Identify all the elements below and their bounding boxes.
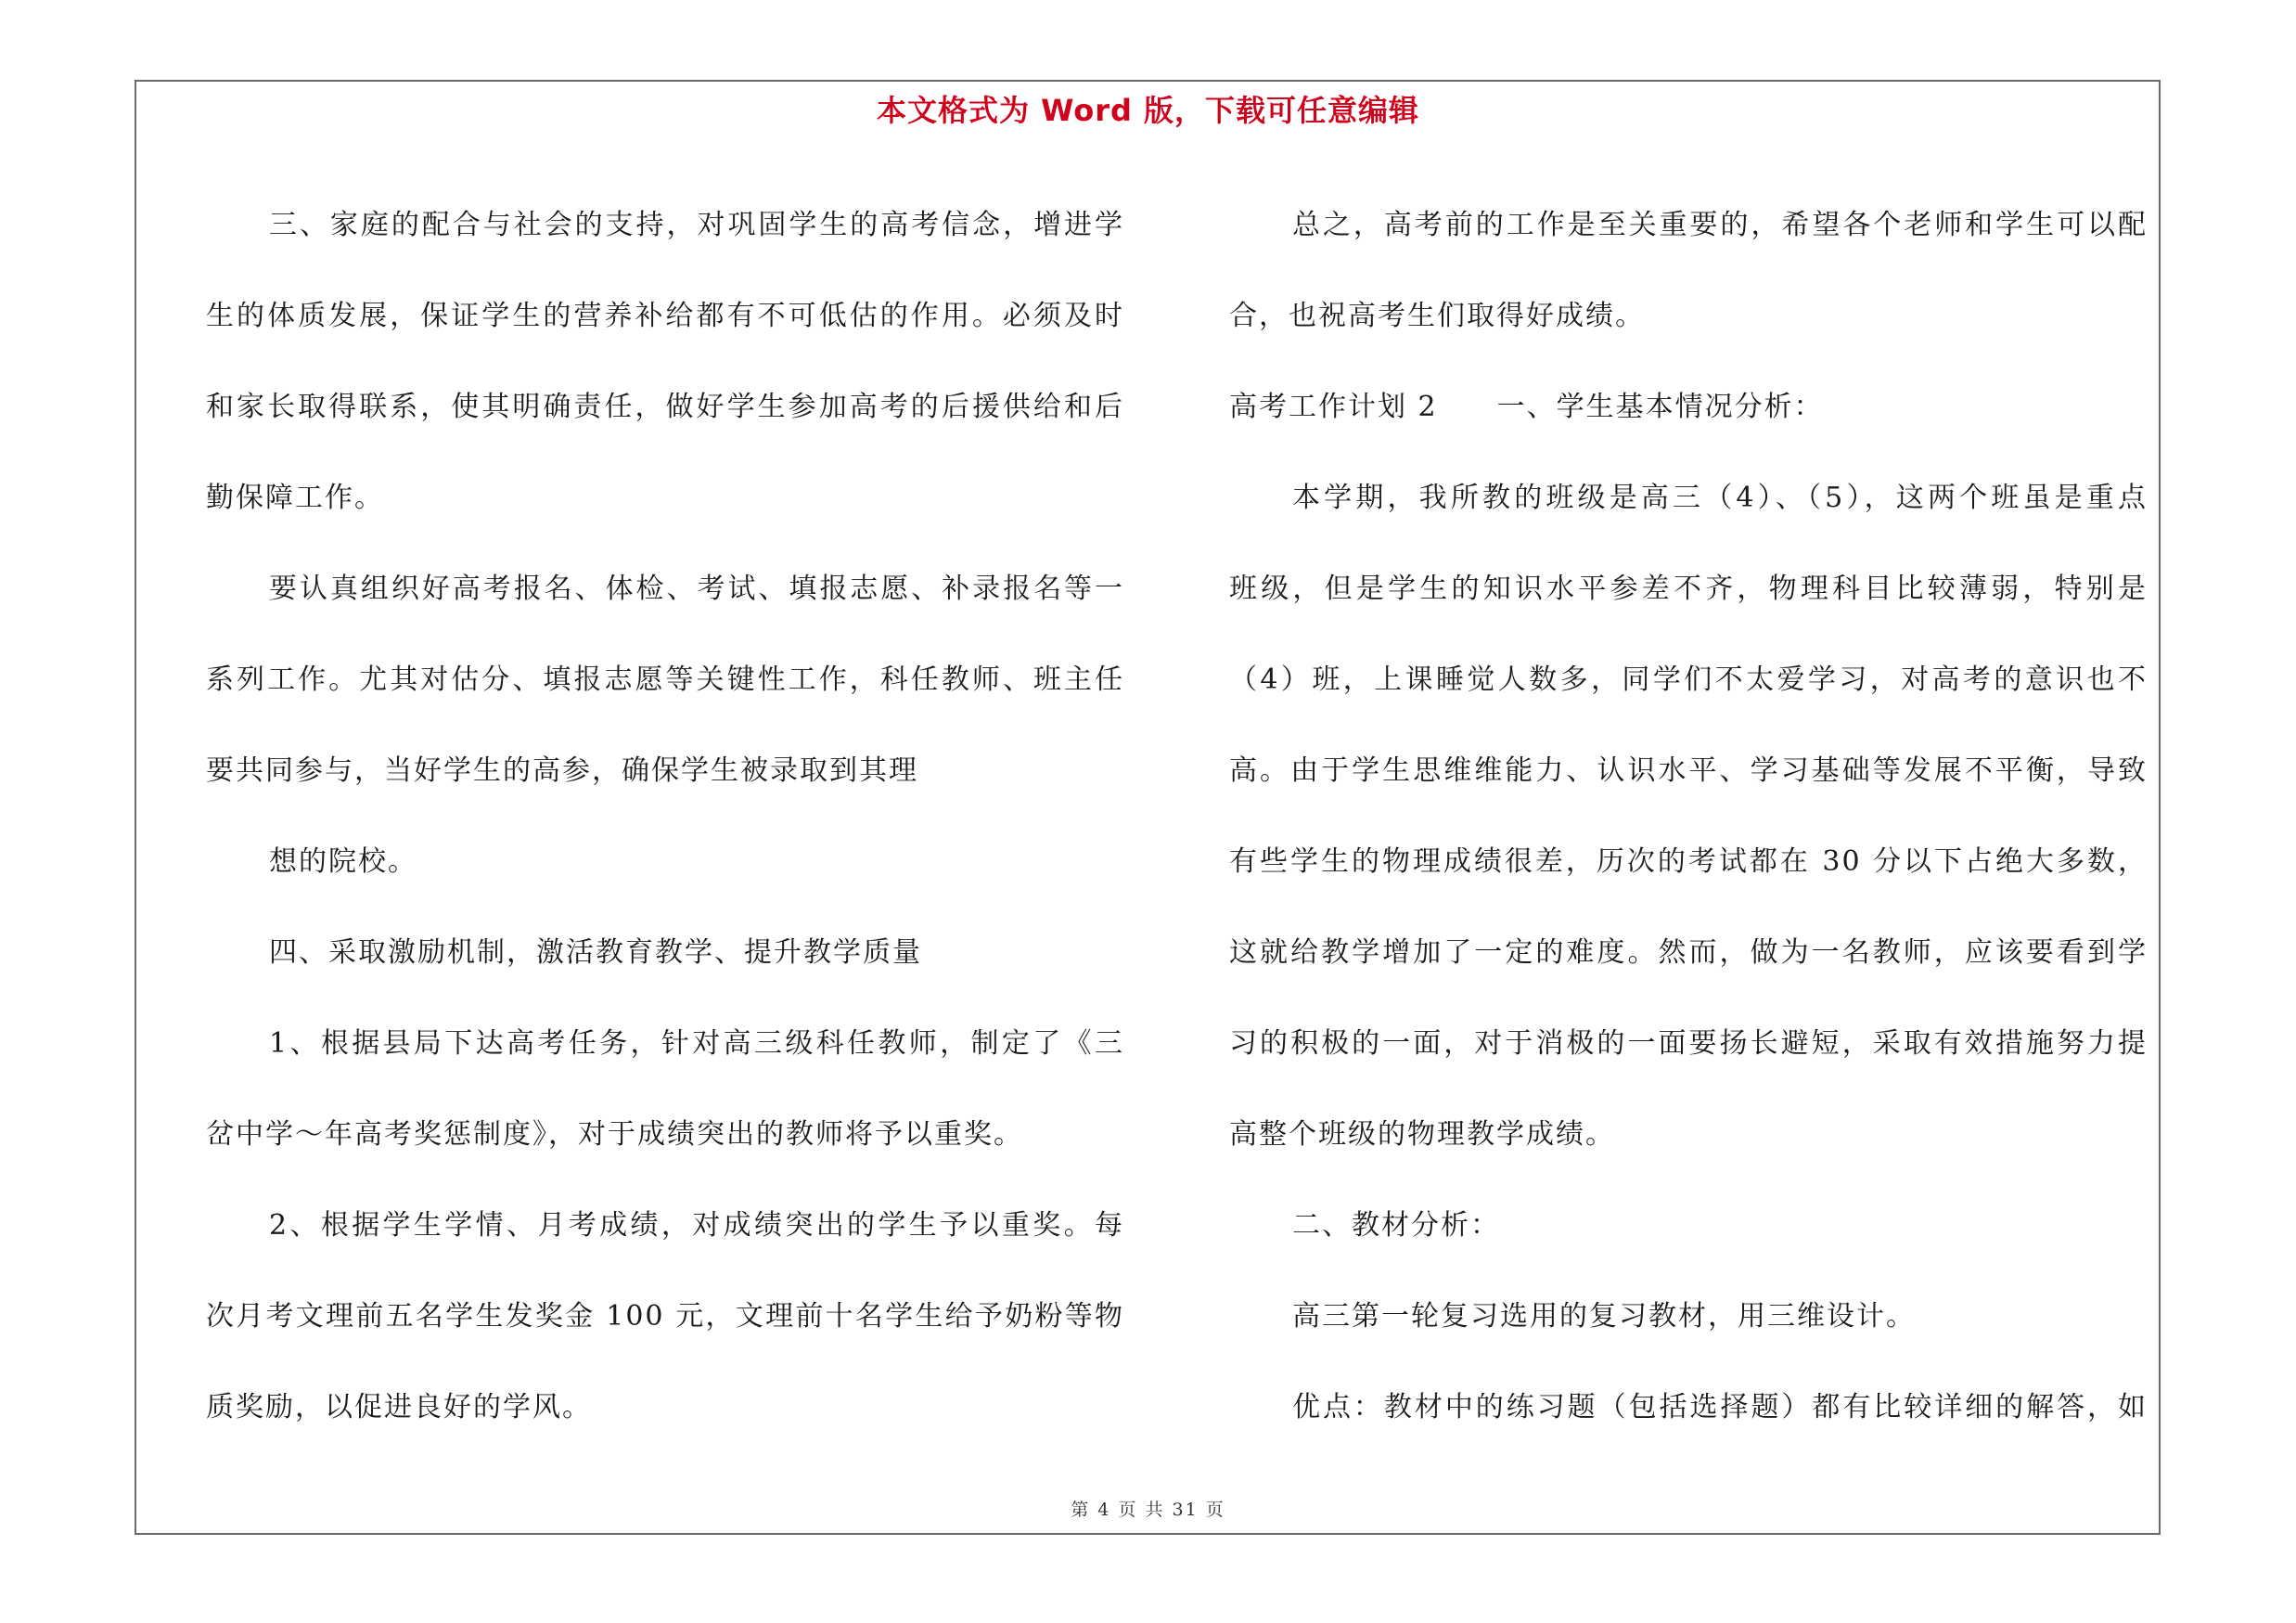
paragraph-line: 次月考文理前五名学生发奖金 100 元，文理前十名学生给予奶粉等物: [206, 1300, 1124, 1333]
paragraph-line: 要认真组织好高考报名、体检、考试、填报志愿、补录报名等一: [269, 573, 1124, 605]
paragraph-line: 2、根据学生学情、月考成绩，对成绩突出的学生予以重奖。每: [269, 1209, 1124, 1242]
paragraph-line: 高。由于学生思维维能力、认识水平、学习基础等发展不平衡，导致: [1229, 754, 2148, 787]
paragraph-line: 要共同参与，当好学生的高参，确保学生被录取到其理: [206, 754, 918, 787]
right-text-column: [1229, 180, 2148, 1453]
paragraph-line: 高三第一轮复习选用的复习教材，用三维设计。: [1292, 1300, 1916, 1333]
paragraph-line: 生的体质发展，保证学生的营养补给都有不可低估的作用。必须及时: [206, 300, 1124, 332]
paragraph-line: 勤保障工作。: [206, 482, 384, 514]
paragraph-line: 1、根据县局下达高考任务，针对高三级科任教师，制定了《三: [269, 1027, 1124, 1060]
paragraph-line: 质奖励，以促进良好的学风。: [206, 1391, 592, 1423]
paragraph-line: 优点：教材中的练习题（包括选择题）都有比较详细的解答，如: [1292, 1391, 2148, 1423]
paragraph-line: 和家长取得联系，使其明确责任，做好学生参加高考的后援供给和后: [206, 391, 1124, 423]
paragraph-line: 习的积极的一面，对于消极的一面要扬长避短，采取有效措施努力提: [1229, 1027, 2148, 1060]
left-text-column: [206, 180, 1124, 1453]
page-number: 第 4 页 共 31 页: [1071, 1500, 1225, 1520]
paragraph-line: 三、家庭的配合与社会的支持，对巩固学生的高考信念，增进学: [269, 209, 1124, 241]
paragraph-line: 这就给教学增加了一定的难度。然而，做为一名教师，应该要看到学: [1229, 936, 2148, 969]
section-heading: 四、采取激励机制，激活教育教学、提升教学质量: [269, 936, 922, 969]
paragraph-line: 有些学生的物理成绩很差，历次的考试都在 30 分以下占绝大多数，: [1229, 845, 2148, 878]
paragraph-line: 想的院校。: [269, 845, 417, 878]
paragraph-line: 班级，但是学生的知识水平参差不齐，物理科目比较薄弱，特别是: [1229, 573, 2148, 605]
section-heading: 二、教材分析：: [1292, 1209, 1500, 1242]
paragraph-line: （4）班，上课睡觉人数多，同学们不太爱学习，对高考的意识也不: [1229, 663, 2148, 696]
paragraph-line: 总之，高考前的工作是至关重要的，希望各个老师和学生可以配: [1292, 209, 2148, 241]
paragraph-line: 合，也祝高考生们取得好成绩。: [1229, 300, 1645, 332]
paragraph-line: 岔中学～年高考奖惩制度》，对于成绩突出的教师将予以重奖。: [206, 1118, 1023, 1151]
format-banner: 本文格式为 Word 版，下载可任意编辑: [876, 93, 1420, 128]
paragraph-line: 高整个班级的物理教学成绩。: [1229, 1118, 1615, 1151]
paragraph-line: 本学期，我所教的班级是高三（4）、（5），这两个班虽是重点: [1292, 482, 2148, 514]
paragraph-line: 系列工作。尤其对估分、填报志愿等关键性工作，科任教师、班主任: [206, 663, 1124, 696]
section-heading: 高考工作计划 2 一、学生基本情况分析：: [1229, 391, 1824, 423]
